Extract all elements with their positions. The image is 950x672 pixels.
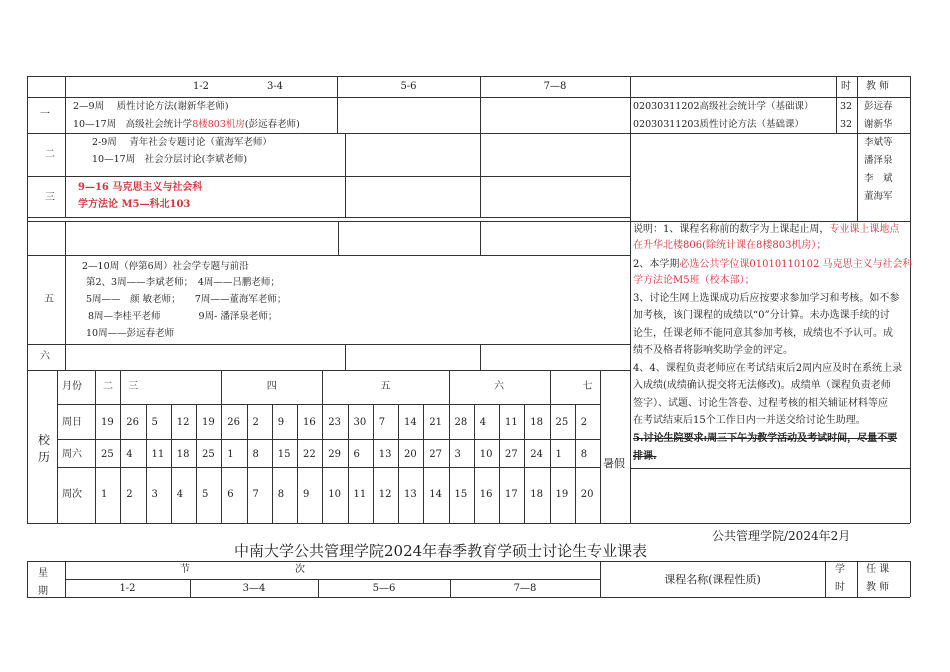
calendar-cell-sundays: 25 xyxy=(555,417,569,428)
calendar-cell-sundays: 19 xyxy=(101,417,114,428)
calendar-month-divider xyxy=(120,370,121,404)
calendar-cell-weeks: 1 xyxy=(101,489,108,500)
document-title: 中南大学公共管理学院2024年春季教育学硕士讨论生专业课表 xyxy=(234,542,648,560)
calendar-month-label: 六 xyxy=(494,381,504,392)
calendar-cell-saturdays: 4 xyxy=(126,449,133,460)
calendar-label: 校历 xyxy=(38,433,51,464)
calendar-cell-saturdays: 15 xyxy=(277,449,291,460)
calendar-cell-saturdays: 1 xyxy=(227,449,234,460)
calendar-cell-weeks: 8 xyxy=(277,489,285,500)
bottom-slot-1-2: 1-2 xyxy=(119,583,136,594)
calendar-col-divider xyxy=(423,404,424,523)
course-hours-1: 32 xyxy=(840,101,853,112)
row-label-sunday: 周日 xyxy=(62,417,82,428)
slot-header-3-4: 3-4 xyxy=(266,81,284,92)
fri-course-line-3: 5周—— 颜 敏老师； 7周——董海军老师； xyxy=(86,294,287,305)
calendar-col-divider xyxy=(550,404,551,523)
note-line-7: 论生，任课老师不能同意其参加考核，成绩也不予认可。成 xyxy=(633,328,893,339)
tue-course-line-1: 2-9周 青年社会专题讨论（董海军老师） xyxy=(92,137,272,148)
bottom-slot-3-4: 3—4 xyxy=(242,583,266,594)
calendar-cell-saturdays: 24 xyxy=(530,449,543,460)
day-label-sat: 六 xyxy=(40,351,50,362)
calendar-col-divider xyxy=(373,404,374,523)
calendar-cell-sundays: 14 xyxy=(404,417,417,428)
slot-header-1-2: 1-2 xyxy=(192,81,210,92)
calendar-cell-sundays: 30 xyxy=(353,417,367,428)
note-line-3: 2、本学期必选公共学位课01010110102 马克思主义与社会科 xyxy=(633,259,913,270)
teacher-6: 董海军 xyxy=(864,191,893,202)
calendar-cell-sundays: 7 xyxy=(378,417,386,428)
bottom-slot-7-8: 7—8 xyxy=(513,583,537,594)
jie-header: 节 xyxy=(180,564,190,575)
calendar-month-label: 二 xyxy=(103,381,113,392)
bottom-teacher-header-1: 任 课 xyxy=(866,564,890,575)
calendar-cell-sundays: 11 xyxy=(505,417,518,428)
bottom-hours-header-2: 时 xyxy=(835,582,845,593)
wed-course-line-2: 学方法论 M5—科北103 xyxy=(78,199,191,210)
calendar-cell-weeks: 18 xyxy=(530,489,543,500)
calendar-cell-weeks: 3 xyxy=(151,489,158,500)
note-line-12: 在考试结束后15个工作日内一并送交给讨论生助理。 xyxy=(633,415,866,426)
calendar-cell-saturdays: 29 xyxy=(328,449,341,460)
calendar-month-label: 五 xyxy=(380,381,391,392)
day-label-wed: 三 xyxy=(45,192,55,203)
note-line-10: 入成绩(成绩确认提交将无法修改)。成绩单（课程负责老师 xyxy=(633,380,891,391)
calendar-cell-sundays: 18 xyxy=(530,417,543,428)
calendar-cell-weeks: 2 xyxy=(126,489,133,500)
calendar-cell-weeks: 14 xyxy=(429,489,442,500)
row-label-saturday: 周六 xyxy=(62,449,82,460)
fri-course-line-5: 10周——彭远春老师 xyxy=(86,328,175,339)
calendar-cell-saturdays: 25 xyxy=(101,449,114,460)
teacher-5: 李 斌 xyxy=(864,173,893,184)
note-line-4: 学方法论M5班（校本部）； xyxy=(633,275,755,286)
calendar-cell-weeks: 20 xyxy=(580,489,594,500)
calendar-cell-weeks: 4 xyxy=(176,489,184,500)
note-line-11: 签字）、试题、讨论生答卷、过程考核的相关辅证材料等应 xyxy=(633,398,888,409)
mon-course-line-1: 2—9周 质性讨论方法(谢新华老师) xyxy=(73,101,229,112)
bottom-hours-header-1: 学 xyxy=(835,564,845,575)
hours-header: 时 xyxy=(841,81,851,92)
calendar-col-divider xyxy=(348,404,349,523)
teacher-header: 教 师 xyxy=(866,81,890,92)
calendar-month-label: 七 xyxy=(582,381,593,392)
calendar-cell-saturdays: 18 xyxy=(176,449,190,460)
wed-course-line-1: 9—16 马克思主义与社会科 xyxy=(78,182,203,193)
note-line-5: 3、讨论生网上选课成功后应按要求参加学习和考核。如不参 xyxy=(633,293,900,304)
calendar-cell-saturdays: 11 xyxy=(151,449,165,460)
calendar-month-divider xyxy=(449,370,450,404)
calendar-col-divider xyxy=(171,404,172,523)
summer-label: 暑假 xyxy=(603,457,625,470)
row-label-month: 月份 xyxy=(62,381,82,392)
calendar-col-divider xyxy=(524,404,525,523)
note-line-6: 加考核，该门课程的成绩以“0”分计算。未办选课手续的讨 xyxy=(633,310,890,321)
calendar-month-label: 三 xyxy=(128,381,139,392)
teacher-1: 彭远春 xyxy=(864,101,893,112)
calendar-cell-saturdays: 10 xyxy=(479,449,493,460)
calendar-month-divider xyxy=(322,370,323,404)
course-name-2: 02030311203质性讨论方法（基础课） xyxy=(633,119,804,130)
calendar-cell-sundays: 9 xyxy=(277,417,285,428)
calendar-col-divider xyxy=(272,404,273,523)
bottom-slot-5-6: 5—6 xyxy=(372,583,396,594)
teacher-2: 谢新华 xyxy=(864,119,893,130)
calendar-cell-weeks: 7 xyxy=(252,489,259,500)
course-name-1: 02030311202高级社会统计学（基础课） xyxy=(633,101,814,112)
day-label-mon: 一 xyxy=(40,109,50,120)
calendar-cell-sundays: 5 xyxy=(151,417,158,428)
calendar-cell-weeks: 12 xyxy=(378,489,392,500)
calendar-col-divider xyxy=(474,404,475,523)
calendar-cell-sundays: 16 xyxy=(303,417,316,428)
calendar-cell-weeks: 17 xyxy=(505,489,518,500)
calendar-col-divider xyxy=(499,404,500,523)
calendar-cell-weeks: 13 xyxy=(404,489,417,500)
tue-course-line-2: 10—17周 社会分层讨论(李斌老师) xyxy=(92,154,248,165)
row-label-week: 周次 xyxy=(62,489,82,500)
weekday-header-1: 星期 xyxy=(38,568,48,597)
calendar-cell-saturdays: 27 xyxy=(505,449,518,460)
calendar-cell-saturdays: 20 xyxy=(404,449,417,460)
calendar-cell-saturdays: 6 xyxy=(353,449,360,460)
teacher-4: 潘泽泉 xyxy=(864,155,893,166)
calendar-col-divider xyxy=(146,404,147,523)
note-line-13: 5.讨论生院要求:周三下午为教学活动及考试时间，尽量不要 xyxy=(633,433,898,444)
note-line-14: 排课. xyxy=(633,451,657,462)
calendar-cell-weeks: 16 xyxy=(479,489,493,500)
note-line-2: 在升华北楼806(除统计课在8楼803机房）； xyxy=(633,240,827,251)
slot-header-5-6: 5-6 xyxy=(400,81,417,92)
calendar-cell-weeks: 10 xyxy=(328,489,341,500)
calendar-col-divider xyxy=(398,404,399,523)
calendar-cell-weeks: 9 xyxy=(303,489,310,500)
course-hours-2: 32 xyxy=(840,119,853,130)
day-label-fri: 五 xyxy=(44,294,54,305)
calendar-month-divider xyxy=(550,370,551,404)
note-line-1: 说明：1、课程名称前的数字为上课起止周，专业课上课地点 xyxy=(633,224,900,235)
calendar-cell-weeks: 11 xyxy=(353,489,367,500)
calendar-cell-saturdays: 1 xyxy=(555,449,562,460)
calendar-col-divider xyxy=(120,404,121,523)
note-line-8: 绩不及格者将影响奖助学金的评定。 xyxy=(633,345,793,356)
calendar-cell-sundays: 26 xyxy=(126,417,139,428)
calendar-cell-saturdays: 8 xyxy=(252,449,259,460)
fri-course-line-2: 第2、3周——李斌老师； 4周——吕鹏老师； xyxy=(86,277,280,288)
bottom-course-header: 课程名称(课程性质) xyxy=(664,573,761,586)
calendar-cell-sundays: 21 xyxy=(429,417,442,428)
calendar-cell-sundays: 12 xyxy=(176,417,190,428)
calendar-cell-saturdays: 22 xyxy=(303,449,316,460)
calendar-cell-saturdays: 13 xyxy=(378,449,392,460)
calendar-cell-weeks: 6 xyxy=(227,489,234,500)
calendar-col-divider xyxy=(247,404,248,523)
bottom-teacher-header-2: 教 师 xyxy=(866,582,890,593)
fri-course-line-1: 2—10周（停第6周）社会学专题与前沿 xyxy=(82,261,249,272)
calendar-cell-sundays: 19 xyxy=(202,417,215,428)
calendar-cell-saturdays: 8 xyxy=(580,449,588,460)
teacher-3: 李斌等 xyxy=(864,137,893,148)
calendar-cell-sundays: 2 xyxy=(252,417,259,428)
fri-course-line-4: 8周—李桂平老师 9周- 潘泽泉老师； xyxy=(88,311,278,322)
calendar-cell-saturdays: 3 xyxy=(454,449,461,460)
mon-course-line-2: 10—17周 高级社会统计学8楼803机房(彭远春老师) xyxy=(73,119,300,130)
calendar-cell-weeks: 19 xyxy=(555,489,569,500)
footer-date: 公共管理学院/2024年2月 xyxy=(712,529,851,543)
calendar-cell-sundays: 2 xyxy=(580,417,588,428)
calendar-col-divider xyxy=(575,404,576,523)
calendar-col-divider xyxy=(322,404,323,523)
calendar-month-label: 四 xyxy=(266,381,277,392)
calendar-cell-saturdays: 25 xyxy=(202,449,215,460)
slot-header-7-8: 7—8 xyxy=(543,81,567,92)
calendar-col-divider xyxy=(196,404,197,523)
calendar-cell-weeks: 5 xyxy=(202,489,209,500)
calendar-cell-sundays: 28 xyxy=(454,417,468,428)
calendar-cell-saturdays: 27 xyxy=(429,449,442,460)
calendar-cell-sundays: 26 xyxy=(227,417,240,428)
calendar-cell-sundays: 4 xyxy=(479,417,487,428)
calendar-col-divider xyxy=(297,404,298,523)
calendar-cell-sundays: 23 xyxy=(328,417,341,428)
calendar-cell-weeks: 15 xyxy=(454,489,468,500)
note-line-9: 4、4、课程负责老师应在考试结束后2周内应及时在系统上录 xyxy=(633,363,903,374)
day-label-tue: 二 xyxy=(45,149,55,160)
calendar-col-divider xyxy=(221,404,222,523)
calendar-month-divider xyxy=(221,370,222,404)
ci-header: 次 xyxy=(295,564,305,575)
calendar-col-divider xyxy=(449,404,450,523)
